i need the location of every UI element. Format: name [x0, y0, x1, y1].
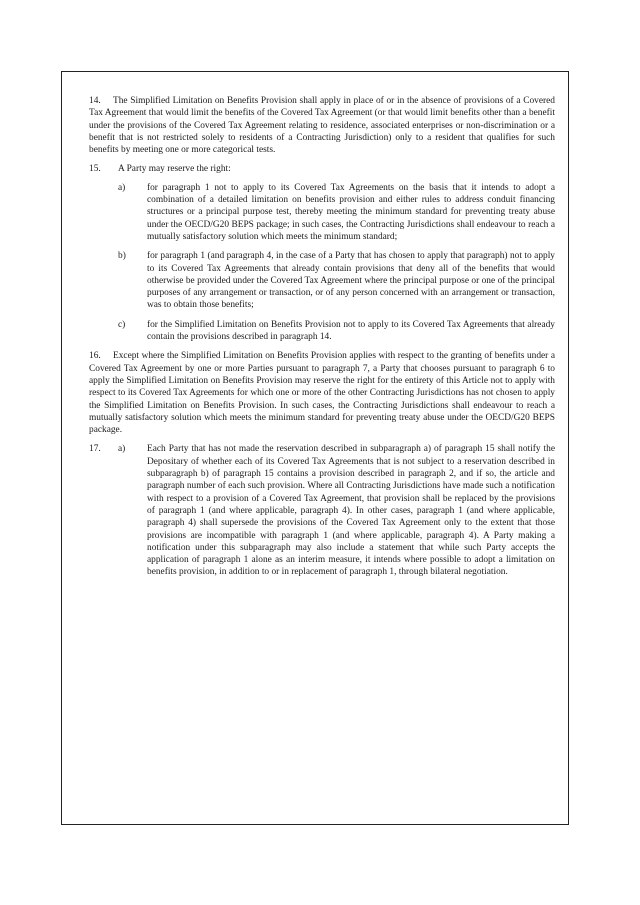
subparagraph-15a: [89, 182, 555, 243]
paragraph-number: 15.: [89, 164, 101, 175]
subparagraph-15c: [89, 319, 555, 344]
document-body: [89, 95, 555, 579]
subparagraph-text: Each Party that has not made the reservation described in subparagraph a) of paragraph 15 shall notify the Depositary of whether each of its Covered Tax Agreements that is not subject to a reservation described in subparagraph b) of paragraph 15 contains a provision described in paragraph 2, and if so, the article and paragraph number of each such provision. Where all Contracting Jurisdictions have made such a notification with respect to a provision of a Covered Tax Agreement, that provision shall be replaced by the provisions of paragraph 1 (and where applicable, paragraph 4). In other cases, paragraph 1 (and where applicable, paragraph 4) shall supersede the provisions of the Covered Tax Agreement only to the extent that those provisions are incompatible with paragraph 1 (and where applicable, paragraph 4). A Party making a notification under this subparagraph may also include a statement that while such Party accepts the application of paragraph 1 alone as an interim measure, it intends where possible to adopt a limitation on benefits provision, in addition to or in replacement of paragraph 1, through bilateral negotiation.: [147, 444, 555, 578]
paragraph-text: The Simplified Limitation on Benefits Provision shall apply in place of or in the absence of provisions of a Covered Tax Agreement that would limit the benefits of the Covered Tax Agreement (or that would limit benefits other than a benefit under the provisions of the Covered Tax Agreement relating to residence, associated enterprises or non-discrimination or a benefit that is not restricted solely to residents of a Contracting Jurisdiction) only to a resident that qualifies for such benefits by meeting one or more categorical tests.: [89, 96, 555, 156]
subparagraph-text: for the Simplified Limitation on Benefits Provision not to apply to its Covered Tax Agreements that already contain the provisions described in paragraph 14.: [147, 319, 555, 343]
subparagraph-text: for paragraph 1 not to apply to its Covered Tax Agreements on the basis that it intends to adopt a combination of a detailed limitation on benefits provision and either rules to address conduit financing structures or a principal purpose test, thereby meeting the minimum standard for preventing treaty abuse under the OECD/G20 BEPS package; in such cases, the Contracting Jurisdictions shall endeavour to reach a mutually satisfactory solution which meets the minimum standard;: [147, 182, 555, 242]
paragraph-text: A Party may reserve the right:: [118, 164, 231, 175]
paragraph-text: Except where the Simplified Limitation on Benefits Provision applies with respect to the granting of benefits under a Covered Tax Agreement by one or more Parties pursuant to paragraph 7, a Party that chooses pursuant to paragraph 6 to apply the Simplified Limitation on Benefits Provision may reserve the right for the entirety of this Article not to apply with respect to its Covered Tax Agreements for which one or more of the other Contracting Jurisdictions has not chosen to apply the Simplified Limitation on Benefits Provision. In such cases, the Contracting Jurisdictions shall endeavour to reach a mutually satisfactory solution which meets the minimum standard for preventing treaty abuse under the OECD/G20 BEPS package.: [89, 351, 555, 436]
paragraph-17a: [89, 443, 555, 578]
subparagraph-15b: [89, 250, 555, 311]
paragraph-number: 14.: [89, 96, 101, 106]
paragraph-number: 17.: [89, 444, 101, 455]
subparagraph-label: c): [118, 319, 126, 330]
subparagraph-label: b): [118, 251, 126, 262]
subparagraph-label: a): [118, 182, 126, 193]
subparagraph-text: for paragraph 1 (and paragraph 4, in the case of a Party that has chosen to apply that paragraph) not to apply to its Covered Tax Agreements that already contain provisions that deny all of the benefits that would otherwise be provided under the Covered Tax Agreement where the principal purpose or one of the principal purposes of any arrangement or transaction, or of any person concerned with an arrangement or transaction, was to obtain those benefits;: [147, 251, 555, 311]
paragraph-16: [89, 350, 555, 436]
paragraph-15-intro: [89, 163, 555, 175]
paragraph-number: 16.: [89, 351, 101, 362]
subparagraph-label: a): [118, 444, 126, 455]
paragraph-14: [89, 95, 555, 156]
